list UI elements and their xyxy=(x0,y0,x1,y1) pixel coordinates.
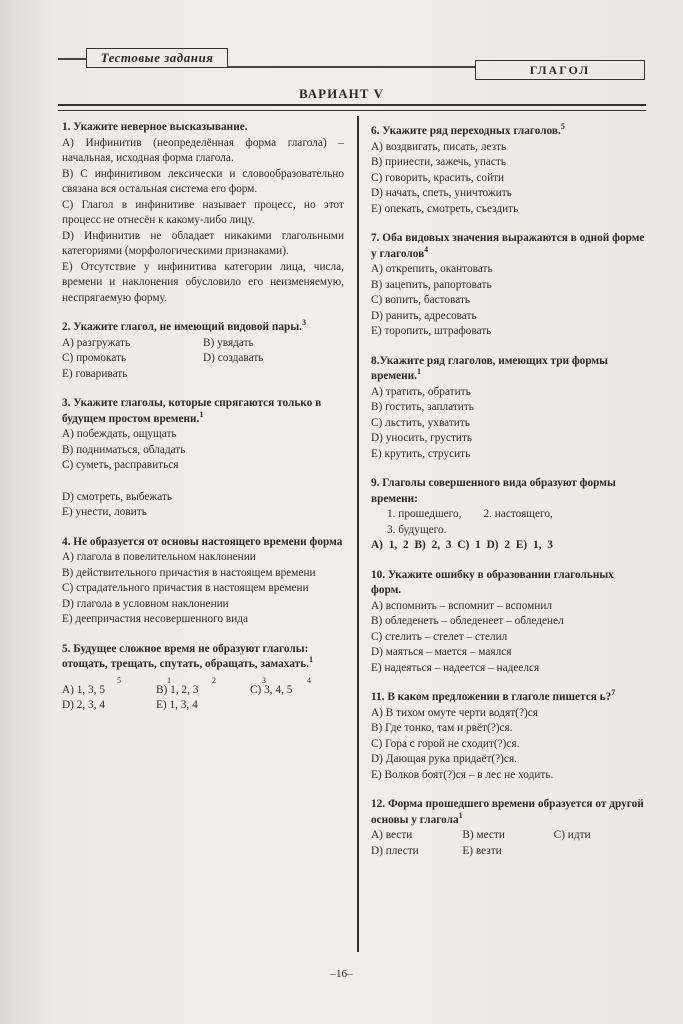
question-5-option-d: D) 2, 3, 4 xyxy=(62,699,105,711)
question-12-score: 1 xyxy=(458,810,463,820)
question-10-option-d: D) маяться – мается – маялся xyxy=(371,646,512,658)
question-7-score: 4 xyxy=(424,244,429,254)
question-10-title: 10. Укажите ошибку в образовании глагольных форм. xyxy=(371,568,614,596)
question-10 xyxy=(371,568,645,677)
question-9-item-3: 3. будущего. xyxy=(387,523,447,536)
question-4-option-b: B) действительного причастия в настоящем времени xyxy=(62,566,316,579)
question-3-score: 1 xyxy=(199,409,204,419)
question-11-option-c: C) Гора с горой не сходит(?)ся. xyxy=(371,737,520,750)
question-5-word-numbers xyxy=(62,673,344,683)
question-6-option-e: E) опекать, смотреть, съездить xyxy=(371,202,519,215)
header-section-label: Тестовые задания xyxy=(86,48,228,68)
question-12-option-e: E) везти xyxy=(462,844,502,857)
question-2 xyxy=(62,320,344,382)
question-1-option-c: C) Глагол в инфинитиве называет процесс, но этот процесс не отнесён к какому-либо лицу. xyxy=(62,198,344,226)
question-8-title xyxy=(371,354,645,385)
question-2-title xyxy=(62,320,344,336)
question-12-option-a: A) вести xyxy=(371,829,413,841)
question-4-option-d: D) глагола в условном наклонении xyxy=(62,597,229,610)
question-5-option-c: C) 3, 4, 5 xyxy=(250,683,293,696)
question-5-title-text: 5. Будущее сложное время не образуют глаголы: отощать, трещать, спутать, обращать, замахать. xyxy=(62,642,309,670)
question-4-option-a: A) глагола в повелительном наклонении xyxy=(62,551,256,563)
question-1-title: 1. Укажите неверное высказывание. xyxy=(62,121,248,133)
question-6-option-d: D) начать, спеть, уничтожить xyxy=(371,187,512,199)
question-1-option-e: E) Отсутствие у инфинитива категории лица, числа, времени и наклонения обусловило его неизменяемую, неспрягаемую форму. xyxy=(62,260,344,304)
question-4-option-e: E) деепричастия несовершенного вида xyxy=(62,613,249,625)
question-8-title-text: 8.Укажите ряд глаголов, имеющих три формы времени. xyxy=(371,354,608,382)
question-3-title-text: 3. Укажите глаголы, которые спрягаются только в будущем простом времени. xyxy=(62,397,322,425)
question-7-title-text: 7. Оба видовых значения выражаются в одной форме у глаголов xyxy=(371,232,645,260)
question-3-option-a: A) побеждать, ощущать xyxy=(62,428,177,440)
header-rule-left xyxy=(58,58,86,60)
question-2-option-d: D) создавать xyxy=(203,352,264,364)
question-5-title xyxy=(62,642,344,673)
header-topic-label: ГЛАГОЛ xyxy=(475,60,645,80)
question-5-option-a: A) 1, 3, 5 xyxy=(62,683,105,696)
question-5-num-4: 4 xyxy=(307,675,311,685)
question-5-option-e: E) 1, 3, 4 xyxy=(156,699,198,711)
question-12-title-text: 12. Форма прошедшего времени образуется от другой основы у глагола xyxy=(371,798,644,826)
question-8-score: 1 xyxy=(416,367,421,377)
question-3-option-d: D) смотреть, выбежать xyxy=(62,490,173,503)
question-5-option-b: B) 1, 2, 3 xyxy=(156,683,199,696)
question-2-option-a: A) разгружать xyxy=(62,336,131,349)
question-6-title xyxy=(371,124,645,140)
question-3-option-c: C) суметь, расправиться xyxy=(62,459,179,471)
question-3-title xyxy=(62,396,344,427)
question-9-title: 9. Глаголы совершенного вида образуют формы времени: xyxy=(371,477,616,505)
question-5-num-5: 5 xyxy=(117,675,121,685)
question-6-option-b: B) принести, зажечь, упасть xyxy=(371,156,507,168)
question-9-options: A) 1, 2 B) 2, 3 C) 1 D) 2 E) 1, 3 xyxy=(371,539,553,551)
question-11-option-d: D) Дающая рука придаёт(?)ся. xyxy=(371,753,517,765)
question-11-option-e: E) Волков боят(?)ся – в лес не ходить. xyxy=(371,768,554,781)
question-7-option-a: A) открепить, окантовать xyxy=(371,263,493,275)
question-11-option-a: A) В тихом омуте черти водят(?)ся xyxy=(371,706,538,719)
question-7-option-e: E) торопить, штрафовать xyxy=(371,325,492,337)
question-2-score: 3 xyxy=(301,318,306,328)
question-1 xyxy=(62,120,344,306)
question-11-score: 7 xyxy=(611,688,616,698)
header-rule-middle xyxy=(228,66,475,68)
question-3-option-e: E) унести, ловить xyxy=(62,506,147,518)
right-column xyxy=(371,124,645,859)
page-number: –16– xyxy=(330,968,353,980)
left-column xyxy=(62,120,344,714)
question-6-score: 5 xyxy=(560,122,565,132)
question-2-option-e: E) говаривать xyxy=(62,367,128,380)
question-10-option-b: B) обледенеть – обледенеет – обледенел xyxy=(371,615,564,627)
question-2-title-text: 2. Укажите глагол, не имеющий видовой пары. xyxy=(62,321,302,333)
column-divider xyxy=(357,116,359,952)
question-7 xyxy=(371,231,645,340)
variant-rule-thin xyxy=(58,110,646,111)
question-8-option-d: D) уносить, грустить xyxy=(371,432,473,444)
question-1-option-b: B) С инфинитивом лексически и словообразовательно связана вся остальная система его форм. xyxy=(62,167,344,195)
question-11-option-b: B) Где тонко, там и рвёт(?)ся. xyxy=(371,722,513,734)
question-5-num-1: 1 xyxy=(167,675,171,685)
question-9-item-2: 2. настоящего, xyxy=(483,508,553,520)
question-7-option-b: B) зацепить, рапортовать xyxy=(371,278,492,291)
question-1-option-a: A) Инфинитив (неопределённая форма глагола) – начальная, исходная форма глагола. xyxy=(62,136,344,164)
question-4 xyxy=(62,535,344,628)
question-12-title xyxy=(371,797,645,828)
question-3-option-b: B) подниматься, обладать xyxy=(62,443,186,456)
question-11-title-text: 11. В каком предложении в глаголе пишется ь? xyxy=(371,691,612,703)
question-8-option-a: A) тратить, обратить xyxy=(371,385,471,398)
question-9-item-1: 1. прошедшего, xyxy=(387,508,462,520)
question-10-option-e: E) надеяться – надеется – надеелся xyxy=(371,661,540,674)
question-12-option-b: B) мести xyxy=(462,829,505,841)
question-8-option-b: B) гостить, заплатить xyxy=(371,401,474,413)
variant-title: ВАРИАНТ V xyxy=(298,86,385,101)
question-8-option-c: C) льстить, ухватить xyxy=(371,416,470,429)
question-8 xyxy=(371,354,645,463)
question-10-option-c: C) стелить – стелет – стелил xyxy=(371,630,508,643)
question-7-option-c: C) вопить, бастовать xyxy=(371,294,471,306)
question-2-option-c: C) промокать xyxy=(62,352,127,364)
question-4-option-c: C) страдательного причастия в настоящем времени xyxy=(62,582,309,594)
question-3 xyxy=(62,396,344,521)
question-12-option-d: D) плести xyxy=(371,844,419,857)
question-12-option-c: C) идти xyxy=(553,829,591,841)
question-12 xyxy=(371,797,645,859)
question-5-num-3: 3 xyxy=(262,675,266,685)
question-10-option-a: A) вспомнить – вспомнит – вспомнил xyxy=(371,599,553,612)
variant-rule xyxy=(58,104,646,106)
question-7-option-d: D) ранить, адресовать xyxy=(371,309,477,322)
question-4-title: 4. Не образуется от основы настоящего времени форма xyxy=(62,535,343,548)
question-6 xyxy=(371,124,645,217)
question-11-title xyxy=(371,690,645,706)
question-1-option-d: D) Инфинитив не обладает никакими глагольными категориями (морфологическими признаками). xyxy=(62,229,344,257)
question-6-title-text: 6. Укажите ряд переходных глаголов. xyxy=(371,125,561,137)
question-2-option-b: B) увядать xyxy=(203,336,254,349)
question-7-title xyxy=(371,231,645,262)
question-5-num-2: 2 xyxy=(212,675,216,685)
question-6-option-c: C) говорить, красить, сойти xyxy=(371,171,505,184)
question-6-option-a: A) воздвигать, писать, лезть xyxy=(371,140,507,153)
question-9 xyxy=(371,476,645,554)
question-8-option-e: E) крутить, струсить xyxy=(371,447,471,460)
question-11 xyxy=(371,690,645,783)
question-5-score: 1 xyxy=(309,655,313,665)
question-5 xyxy=(62,642,344,714)
